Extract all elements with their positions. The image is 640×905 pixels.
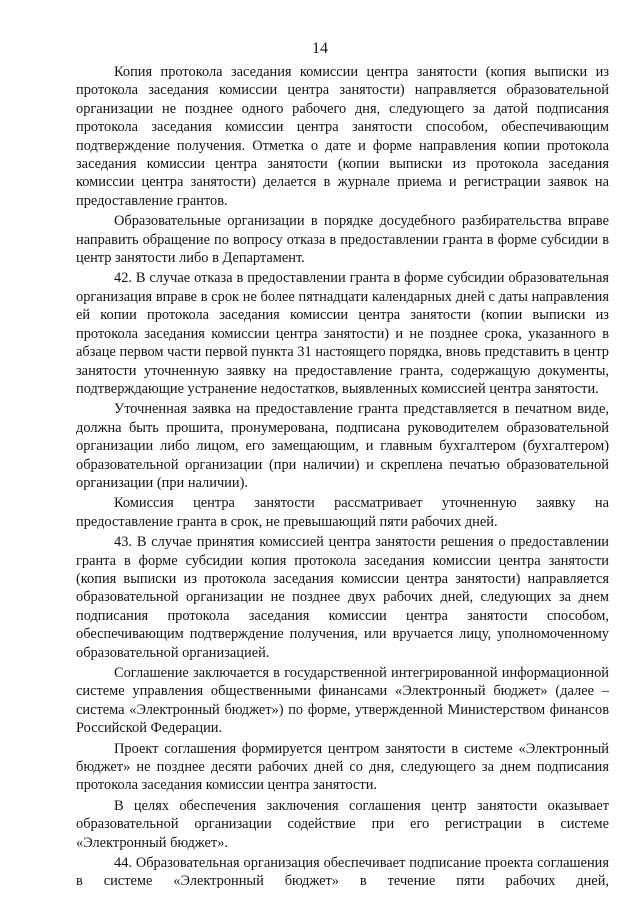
paragraph: 43. В случае принятия комиссией центра занятости решения о предоставлении гранта в форме субсидии копия протокола заседания комиссии центра занятости (копия выписки из протокола заседания комиссии центра занятости) направляется образовательной организации не позднее двух рабочих дней, следующих за днем подписания протокола заседания комиссии центра занятости способом, обеспечивающим подтверждение получения, или вручается лицу, уполномоченному образовательной организацией. — [76, 534, 609, 661]
paragraph: Проект соглашения формируется центром занятости в системе «Электронный бюджет» не позднее десяти рабочих дней со дня, следующего за днем подписания протокола заседания комиссии центра занятости. — [76, 740, 609, 794]
paragraph: Комиссия центра занятости рассматривает уточненную заявку на предоставление гранта в срок, не превышающий пяти рабочих дней. — [76, 495, 609, 530]
page-number: 14 — [312, 40, 328, 57]
paragraph: Образовательные организации в порядке досудебного разбирательства вправе направить обращение по вопросу отказа в предоставлении гранта в форме субсидии в центр занятости либо в Департамент. — [76, 213, 609, 267]
paragraph: 42. В случае отказа в предоставлении гранта в форме субсидии образовательная организация вправе в срок не более пятнадцати календарных дней с даты направления ей копии протокола заседания комиссии центра занятости (копии выписки из протокола заседания комиссии центра занятости) и не позднее срока, указанного в абзаце первом части первой пункта 31 настоящего порядка, вновь представить в центр занятости уточненную заявку на предоставление гранта, содержащую документы, подтверждающие устранение недостатков, выявленных комиссией центра занятости. — [76, 270, 609, 397]
paragraph: 44. Образовательная организация обеспечивает подписание проекта соглашения в системе «Электронный бюджет» в течение пяти рабочих дней, — [76, 855, 609, 890]
paragraph: Уточненная заявка на предоставление гранта представляется в печатном виде, должна быть прошита, пронумерована, подписана руководителем образовательной организации либо лицом, его замещающим, и главным бухгалтером (бухгалтером) образовательной организации (при наличии) и скреплена печатью образовательной организации (при наличии). — [76, 401, 609, 491]
paragraph: Копия протокола заседания комиссии центра занятости (копия выписки из протокола заседания комиссии центра занятости) направляется образовательной организации не позднее одного рабочего дня, следующего за датой подписания протокола заседания комиссии центра занятости способом, обеспечивающим подтверждение получения. Отметка о дате и форме направления копии протокола заседания комиссии центра занятости (копии выписки из протокола заседания комиссии центра занятости) делается в журнале приема и регистрации заявок на предоставление грантов. — [76, 64, 609, 209]
paragraph: Соглашение заключается в государственной интегрированной информационной системе управления общественными финансами «Электронный бюджет» (далее – система «Электронный бюджет») по форме, утвержденной Министерством финансов Российской Федерации. — [76, 665, 609, 737]
document-body — [76, 63, 609, 891]
paragraph: В целях обеспечения заключения соглашения центр занятости оказывает образовательной организации содействие при его регистрации в системе «Электронный бюджет». — [76, 797, 609, 851]
